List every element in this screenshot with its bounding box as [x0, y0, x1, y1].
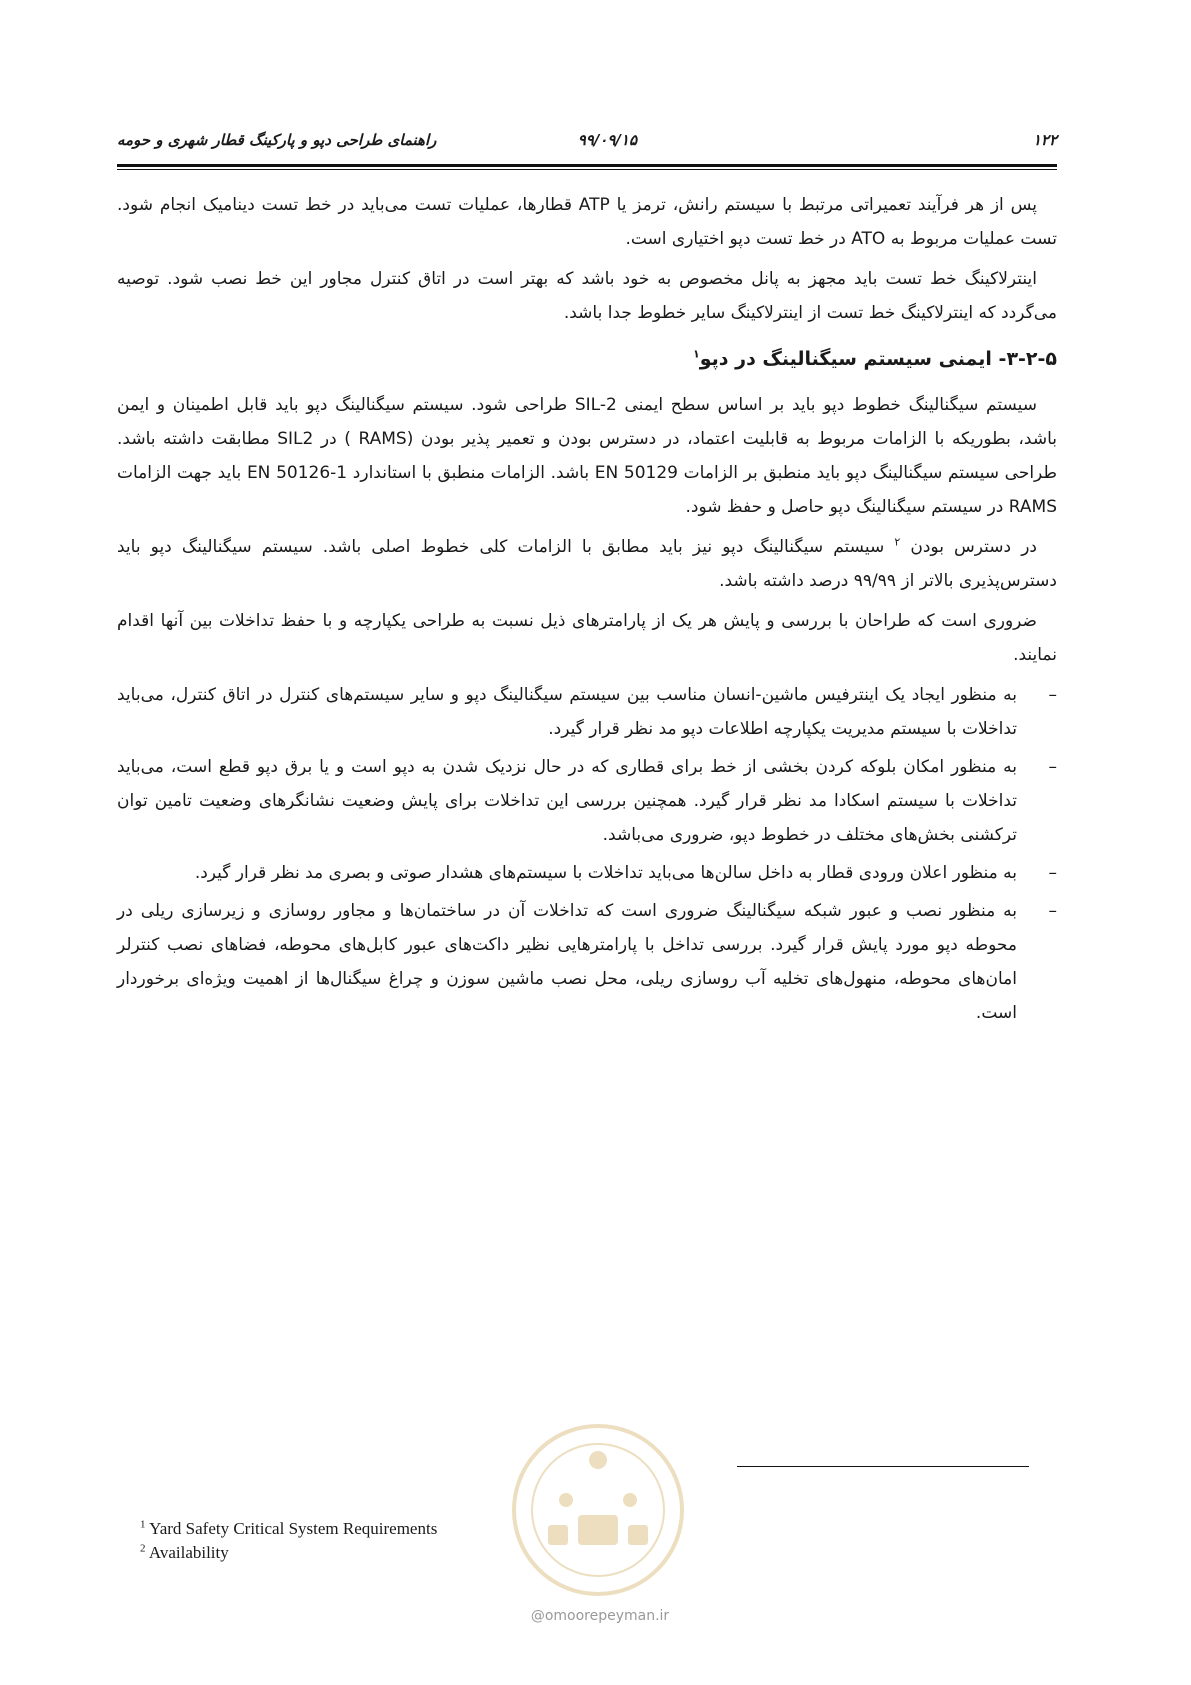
list-item-text: به منظور ایجاد یک اینترفیس ماشین-انسان مناسب بین سیستم سیگنالینگ دپو و سایر سیستم‌های کنترل در اتاق کنترل، می‌باید تداخلات با سیستم مدیریت یکپارچه اطلاعات دپو مد نظر قرار گیرد. [117, 685, 1017, 739]
paragraph-text: در دسترس بودن [910, 537, 1037, 557]
list-item [117, 750, 1057, 852]
footnote-text: Yard Safety Critical System Requirements [149, 1519, 438, 1538]
footnotes [140, 1517, 560, 1565]
paragraph-text: سیستم سیگنالینگ دپو نیز باید مطابق با الزامات کلی خطوط اصلی باشد. سیستم سیگنالینگ دپو باید دسترس‌پذیری بالاتر از ۹۹/۹۹ درصد داشته باشد. [117, 537, 1057, 591]
heading-text: ۳-۲-۵- ایمنی سیستم سیگنالینگ در دپو [699, 348, 1057, 370]
section-heading [117, 344, 1057, 374]
paragraph: ضروری است که طراحان با بررسی و پایش هر یک از پارامترهای ذیل نسبت به طراحی یکپارچه و با حفظ تداخلات بین آنها اقدام نمایند. [117, 611, 1057, 665]
header-date: ۹۹/۰۹/۱۵ [577, 131, 637, 149]
header-title: راهنمای طراحی دپو و پارکینگ قطار شهری و حومه [117, 131, 437, 149]
list-item-text: به منظور امکان بلوکه کردن بخشی از خط برای قطاری که در حال نزدیک شدن به دپو است و یا برق دپو قطع است، می‌باید تداخلات با سیستم اسکادا مد نظر قرار گیرد. همچنین بررسی این تداخلات برای پایش وضعیت نشانگرهای وضعیت تامین توان ترکشنی بخش‌های مختلف در خطوط دپو، ضروری می‌باشد. [117, 757, 1017, 845]
watermark-logo-icon [508, 1420, 688, 1600]
bullet-dash: – [1048, 863, 1057, 883]
footnote-mark: 1 [140, 1518, 146, 1531]
footnote-ref: ۲ [894, 535, 901, 549]
bullet-dash: – [1048, 901, 1057, 921]
footnote-ref: ۱ [693, 347, 700, 361]
list-item [117, 678, 1057, 746]
footnote-1 [140, 1517, 560, 1541]
header-rule-thin [117, 169, 1057, 170]
list-item-text: به منظور نصب و عبور شبکه سیگنالینگ ضروری است که تداخلات آن در ساختمان‌ها و مجاور روسازی و زیرسازی ریلی در محوطه دپو مورد پایش قرار گیرد. بررسی تداخل با پارامترهایی نظیر داکت‌های عبور کابل‌های محوطه، فضاهای نصب کنترلر امان‌های محوطه، منهول‌های تخلیه آب روسازی ریلی، محل نصب ماشین سوزن و چراغ سیگنال‌ها از اهمیت ویژه‌ای برخوردار است. [117, 901, 1017, 1023]
paragraph [117, 530, 1057, 598]
paragraph: پس از هر فرآیند تعمیراتی مرتبط با سیستم رانش، ترمز یا ATP قطارها، عملیات تست می‌باید در خط تست دینامیک انجام شود. تست عملیات مربوط به ATO در خط تست دپو اختیاری است. [117, 195, 1057, 249]
watermark-handle: @omoorepeyman.ir [530, 1608, 670, 1624]
list-item [117, 856, 1057, 890]
bullet-list [117, 678, 1057, 1030]
list-item-text: به منظور اعلان ورودی قطار به داخل سالن‌ها می‌باید تداخلات با سیستم‌های هشدار صوتی و بصری مد نظر قرار گیرد. [194, 863, 1017, 883]
bullet-dash: – [1048, 685, 1057, 705]
list-item [117, 894, 1057, 1030]
page-number: ۱۲۲ [1032, 131, 1057, 149]
paragraph: اینترلاکینگ خط تست باید مجهز به پانل مخصوص به خود باشد که بهتر است در اتاق کنترل مجاور این خط نصب شود. توصیه می‌گردد که اینترلاکینگ خط تست از اینترلاکینگ سایر خطوط جدا باشد. [117, 269, 1057, 323]
footnote-2 [140, 1541, 560, 1565]
running-header [117, 131, 1057, 155]
footnote-separator [737, 1466, 1029, 1467]
header-rule [117, 164, 1057, 167]
document-body [117, 188, 1057, 1034]
footnote-text: Availability [148, 1543, 229, 1562]
footnote-mark: 2 [140, 1542, 146, 1555]
paragraph: سیستم سیگنالینگ خطوط دپو باید بر اساس سطح ایمنی SIL-2 طراحی شود. سیستم سیگنالینگ دپو باید قابل اطمینان و ایمن باشد، بطوریکه با الزامات مربوط به قابلیت اعتماد، در دسترس بودن و تعمیر پذیر بودن (RAMS ) در SIL2 مطابقت داشته باشد. طراحی سیستم سیگنالینگ دپو باید منطبق بر الزامات EN 50129 باشد. الزامات منطبق با استاندارد EN 50126-1 باید جهت الزامات RAMS در سیستم سیگنالینگ دپو حاصل و حفظ شود. [117, 395, 1057, 517]
bullet-dash: – [1048, 757, 1057, 777]
